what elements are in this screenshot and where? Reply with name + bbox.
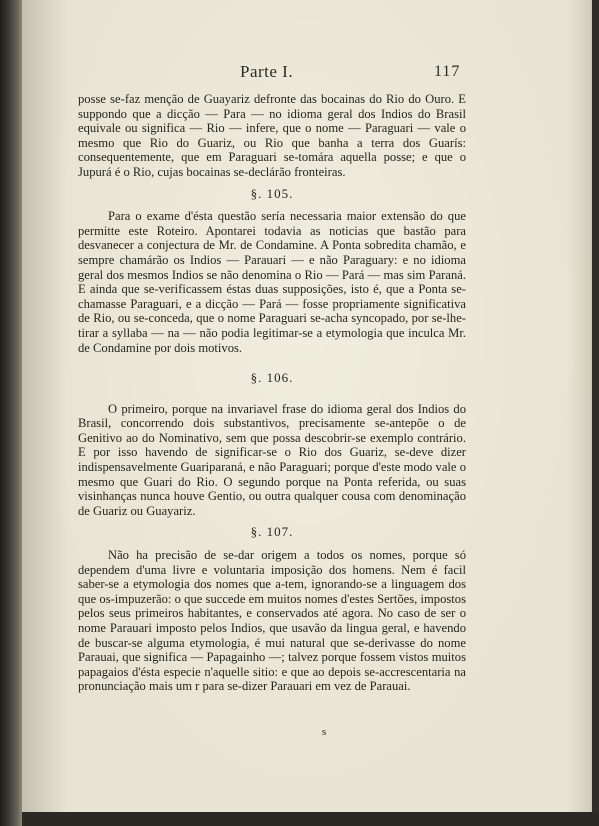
catchword: s bbox=[322, 726, 327, 738]
paragraph-105: Para o exame d'ésta questão sería necessaria maior extensão do que permitte este Roteiro. Apontarei todavia as noticias que bastão para desvanecer a conjectura de Mr. de Condamine. A Ponta sobredita chamão, e sempre chamárão os Indios — Parauari — e não Paraguary: e no idioma geral dos mesmos Indios se não denomina o Rio — Pará — mas sim Paraná. E ainda que se-verificassem éstas duas supposições, isto é, que a Ponta se-chamasse Paraguari, e a dicção — Pará — fosse propriamente significativa de Rio, ou se-conceda, que o nome Paraguari se-acha syncopado, por se-lhe-tirar a syllaba — na — não podia legitimar-se a etymologia que inculca Mr. de Condamine por dois motivos. bbox=[78, 209, 466, 355]
section-106-heading: §. 106. bbox=[250, 370, 294, 386]
book-page bbox=[22, 0, 592, 812]
paragraph-106: O primeiro, porque na invariavel frase do idioma geral dos Indios do Brasil, concorrendo dois substantivos, precisamente se-antepõe o de Genitivo ao do Nominativo, sem que possa descobrir-se exemplo contrário. E por isso havendo de significar-se o Rio dos Guariz, se-deve dizer indispensavelmente Guariparaná, e não Paraguari; porque d'este modo vale o mesmo que Guari do Rio. O segundo porque na Ponta referida, ou suas visinhanças nunca houve Gentio, ou outra qualquer cousa com denominação de Guariz ou Guayariz. bbox=[78, 401, 466, 518]
page-bottom-edge bbox=[22, 812, 599, 826]
book-binding bbox=[0, 0, 22, 826]
page-header bbox=[22, 62, 590, 86]
paragraph-107: Não ha precisão de se-dar origem a todos os nomes, porque só dependem d'uma livre e voluntaria imposição dos homens. Nem é facil saber-se a etymologia dos nomes que a-tem, ignorando-se a linguagem dos que os-impuzerão: o que succede em muitos nomes d'estes Sertões, impostos pelos seus primeiros habitantes, e conservados até agora. No caso de ser o nome Parauari imposto pelos Indios, que usavão da lingua geral, e havendo de buscar-se alguma etymologia, é mui natural que se-derivasse do nome Parauai, que significa — Papagainho —; talvez porque fossem vistos muitos papagaios d'ésta especie n'aquelle sitio: e que ao depois se-accrescentaria na pronunciação mais um r para se-dizer Parauari em vez de Parauai. bbox=[78, 548, 466, 694]
page-number: 117 bbox=[434, 63, 461, 80]
section-107-heading: §. 107. bbox=[250, 524, 294, 540]
body-text bbox=[78, 92, 466, 694]
running-head: Parte I. bbox=[240, 62, 294, 81]
section-105-heading: §. 105. bbox=[250, 185, 294, 201]
paragraph-continuation: posse se-faz menção de Guayariz defronte das bocainas do Rio do Ouro. E suppondo que a dicção — Para — no idioma geral dos Indios do Brasil equivale ou significa — Rio — infere, que o nome — Paraguari — vale o mesmo que Rio do Guariz, ou Rio que banha a terra dos Guarís: consequentemente, que em Paraguari se-tomára aquella posse; e que o Jupurá é o Rio, cujas bocainas se-declárão fronteiras. bbox=[78, 92, 466, 179]
